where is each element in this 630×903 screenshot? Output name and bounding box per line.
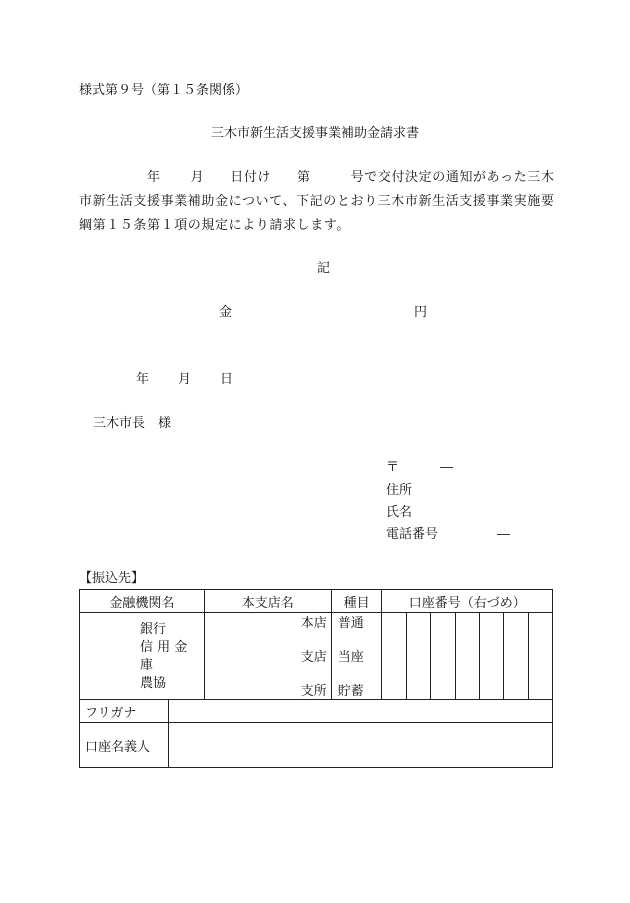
account-type-savings: 貯蓄: [337, 684, 364, 699]
intro-year: 年: [147, 170, 161, 185]
holder-label: 口座名義人: [80, 723, 169, 768]
institution-credit-2: 庫: [140, 658, 154, 673]
amount-unit: 円: [414, 305, 428, 320]
account-digit[interactable]: [455, 613, 479, 700]
intro-paragraph: [79, 166, 569, 238]
addressee: 三木市長 様: [93, 416, 172, 431]
intro-month: 月: [190, 170, 205, 185]
transfer-heading: 【振込先】: [79, 571, 145, 586]
holder-row: [80, 723, 553, 768]
phone-label: 電話番号: [386, 527, 439, 542]
bank-table-body: [80, 613, 553, 700]
date-year: 年: [136, 372, 150, 387]
holder-input[interactable]: [169, 723, 553, 768]
institution-credit: 信 用 金: [140, 640, 188, 655]
header-account-type: 種目: [331, 590, 382, 613]
account-digit[interactable]: [431, 613, 455, 700]
address-label: 住所: [386, 483, 413, 498]
branch-office: 支所: [300, 684, 327, 699]
branch-cell[interactable]: [204, 613, 331, 700]
branch-main: 本店: [300, 616, 327, 631]
branch-branch: 支店: [300, 650, 327, 665]
intro-line-1: [79, 166, 569, 190]
account-digit[interactable]: [528, 613, 552, 700]
document-title: 三木市新生活支援事業補助金請求書: [210, 126, 419, 141]
account-type-cell[interactable]: [331, 613, 382, 700]
account-digit[interactable]: [504, 613, 528, 700]
institution-agri: 農協: [140, 676, 167, 691]
form-number: 様式第９号（第１５条関係）: [79, 83, 249, 98]
bank-table-header: [80, 590, 553, 613]
intro-line-2: 市新生活支援事業補助金について、下記のとおり三木市新生活支援事業実施要: [79, 194, 555, 209]
amount-label: 金: [219, 305, 233, 320]
postal-mark: 〒: [386, 460, 400, 475]
account-type-ordinary: 普通: [337, 616, 364, 631]
ki-heading: 記: [317, 261, 331, 276]
header-institution: 金融機関名: [80, 590, 205, 613]
furigana-label: フリガナ: [80, 700, 169, 723]
date-day: 日: [220, 372, 234, 387]
header-account-number: 口座番号（右づめ）: [382, 590, 553, 613]
account-type-current: 当座: [337, 650, 364, 665]
intro-dated: 日付け: [230, 170, 272, 185]
date-month: 月: [178, 372, 192, 387]
furigana-input[interactable]: [169, 700, 553, 723]
intro-rest: 号で交付決定の通知があった三木: [350, 170, 555, 185]
furigana-row: [80, 700, 553, 723]
account-digit[interactable]: [382, 613, 406, 700]
bank-account-table: [79, 589, 553, 768]
intro-no: 第: [297, 170, 311, 185]
intro-line-3: 綱第１５条第１項の規定により請求します。: [79, 218, 350, 233]
institution-bank: 銀行: [140, 622, 167, 637]
name-label: 氏名: [386, 505, 413, 520]
institution-cell[interactable]: [80, 613, 205, 700]
account-digit[interactable]: [406, 613, 430, 700]
phone-dash: ―: [497, 527, 510, 542]
header-branch: 本支店名: [204, 590, 331, 613]
account-digit[interactable]: [479, 613, 503, 700]
postal-dash: ―: [440, 460, 453, 475]
